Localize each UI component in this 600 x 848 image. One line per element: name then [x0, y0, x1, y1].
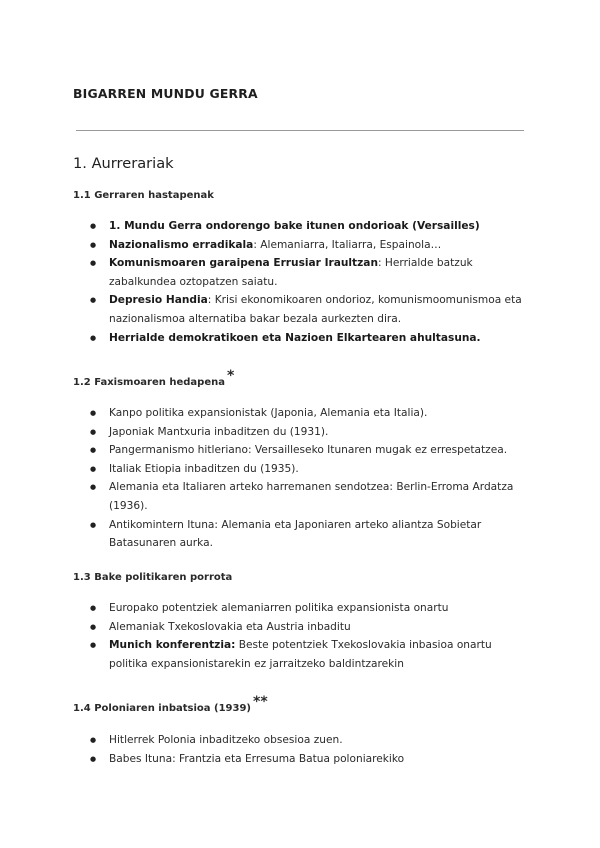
list-item-text: Alemaniak Txekoslovakia eta Austria inbaditu: [109, 620, 351, 633]
subsection-heading-1-1: 1.1 Gerraren hastapenak: [73, 190, 214, 201]
list-item-text: Beste potentziek Txekoslovakia inbasioa onartu politika expansionistarekin ez jarraitzeko baldintzarekin: [109, 639, 492, 670]
list-1-4: [90, 731, 530, 768]
list-item-text: Babes Ituna: Frantzia eta Erresuma Batua poloniarekiko: [109, 752, 405, 765]
subsection-heading-1-3: 1.3 Bake politikaren porrota: [73, 572, 233, 583]
list-item-text: Italiak Etiopia inbaditzen du (1935).: [109, 462, 299, 475]
list-item-text: : Alemaniarra, Italiarra, Espainola…: [253, 238, 442, 251]
list-item-bold: Komunismoaren garaipena Errusiar Iraultzan: [109, 257, 378, 270]
list-item: [90, 460, 530, 479]
list-item-text: Kanpo politika expansionistak (Japonia, Alemania eta Italia).: [109, 407, 428, 419]
list-item-text: : Herrialde batzuk zabalkundea oztopatzen saiatu.: [109, 257, 473, 288]
list-item: [90, 516, 530, 553]
list-item-text: Alemania eta Italiaren arteko harremanen sendotzea: Berlin-Erroma Ardatza (1936).: [109, 481, 514, 512]
list-item-text: Hitlerrek Polonia inbaditzeko obsesioa zuen.: [109, 734, 343, 746]
list-item-bold: Nazionalismo erradikala: [109, 238, 254, 251]
subsection-heading-text: 1.2 Faxismoaren hedapena: [73, 377, 225, 388]
list-1-2: [90, 404, 530, 553]
list-item: [90, 731, 530, 750]
list-item: [90, 618, 530, 637]
list-item: [90, 291, 530, 328]
document-title: BIGARREN MUNDU GERRA: [73, 86, 258, 101]
list-1-1: [90, 217, 530, 347]
subsection-heading-1-4: [73, 694, 268, 715]
list-item: [90, 329, 530, 348]
list-item-text: Antikomintern Ituna: Alemania eta Japoniaren arteko aliantza Sobietar Batasunaren aurka.: [109, 518, 482, 550]
list-item-bold: Depresio Handia: [109, 294, 208, 307]
list-item: [90, 254, 530, 291]
list-item-bold: Herrialde demokratikoen eta Nazioen Elkartearen ahultasuna.: [109, 331, 481, 344]
list-item: [90, 636, 530, 673]
subsection-heading-1-2: [73, 368, 235, 389]
list-item: [90, 404, 530, 423]
subsection-heading-text: 1.4 Poloniaren inbatsioa (1939): [73, 703, 251, 714]
section-heading: 1. Aurrerariak: [73, 155, 174, 172]
list-item-bold: Munich konferentzia:: [109, 639, 236, 652]
list-item: [90, 599, 530, 618]
list-item-bold: 1. Mundu Gerra ondorengo bake itunen ondorioak (Versailles): [109, 220, 480, 232]
list-item-text: Pangermanismo hitleriano: Versailleseko Itunaren mugak ez errespetatzea.: [109, 444, 508, 457]
horizontal-divider: [76, 130, 524, 131]
list-item: [90, 478, 530, 515]
list-item: [90, 217, 530, 236]
list-item: [90, 423, 530, 442]
list-item: [90, 441, 530, 460]
list-item-text: Europako potentziek alemaniarren politika expansionista onartu: [109, 602, 449, 614]
list-item: [90, 750, 530, 769]
list-item-text: Japoniak Mantxuria inbaditzen du (1931).: [109, 425, 329, 438]
asterisk-mark: *: [227, 368, 235, 384]
list-item: [90, 236, 530, 255]
asterisk-mark: **: [253, 694, 268, 710]
list-item-text: : Krisi ekonomikoaren ondorioz, komunismoomunismoa eta nazionalismoa alternatiba bakar bezala aurkezten dira.: [109, 294, 522, 325]
list-1-3: [90, 599, 530, 673]
